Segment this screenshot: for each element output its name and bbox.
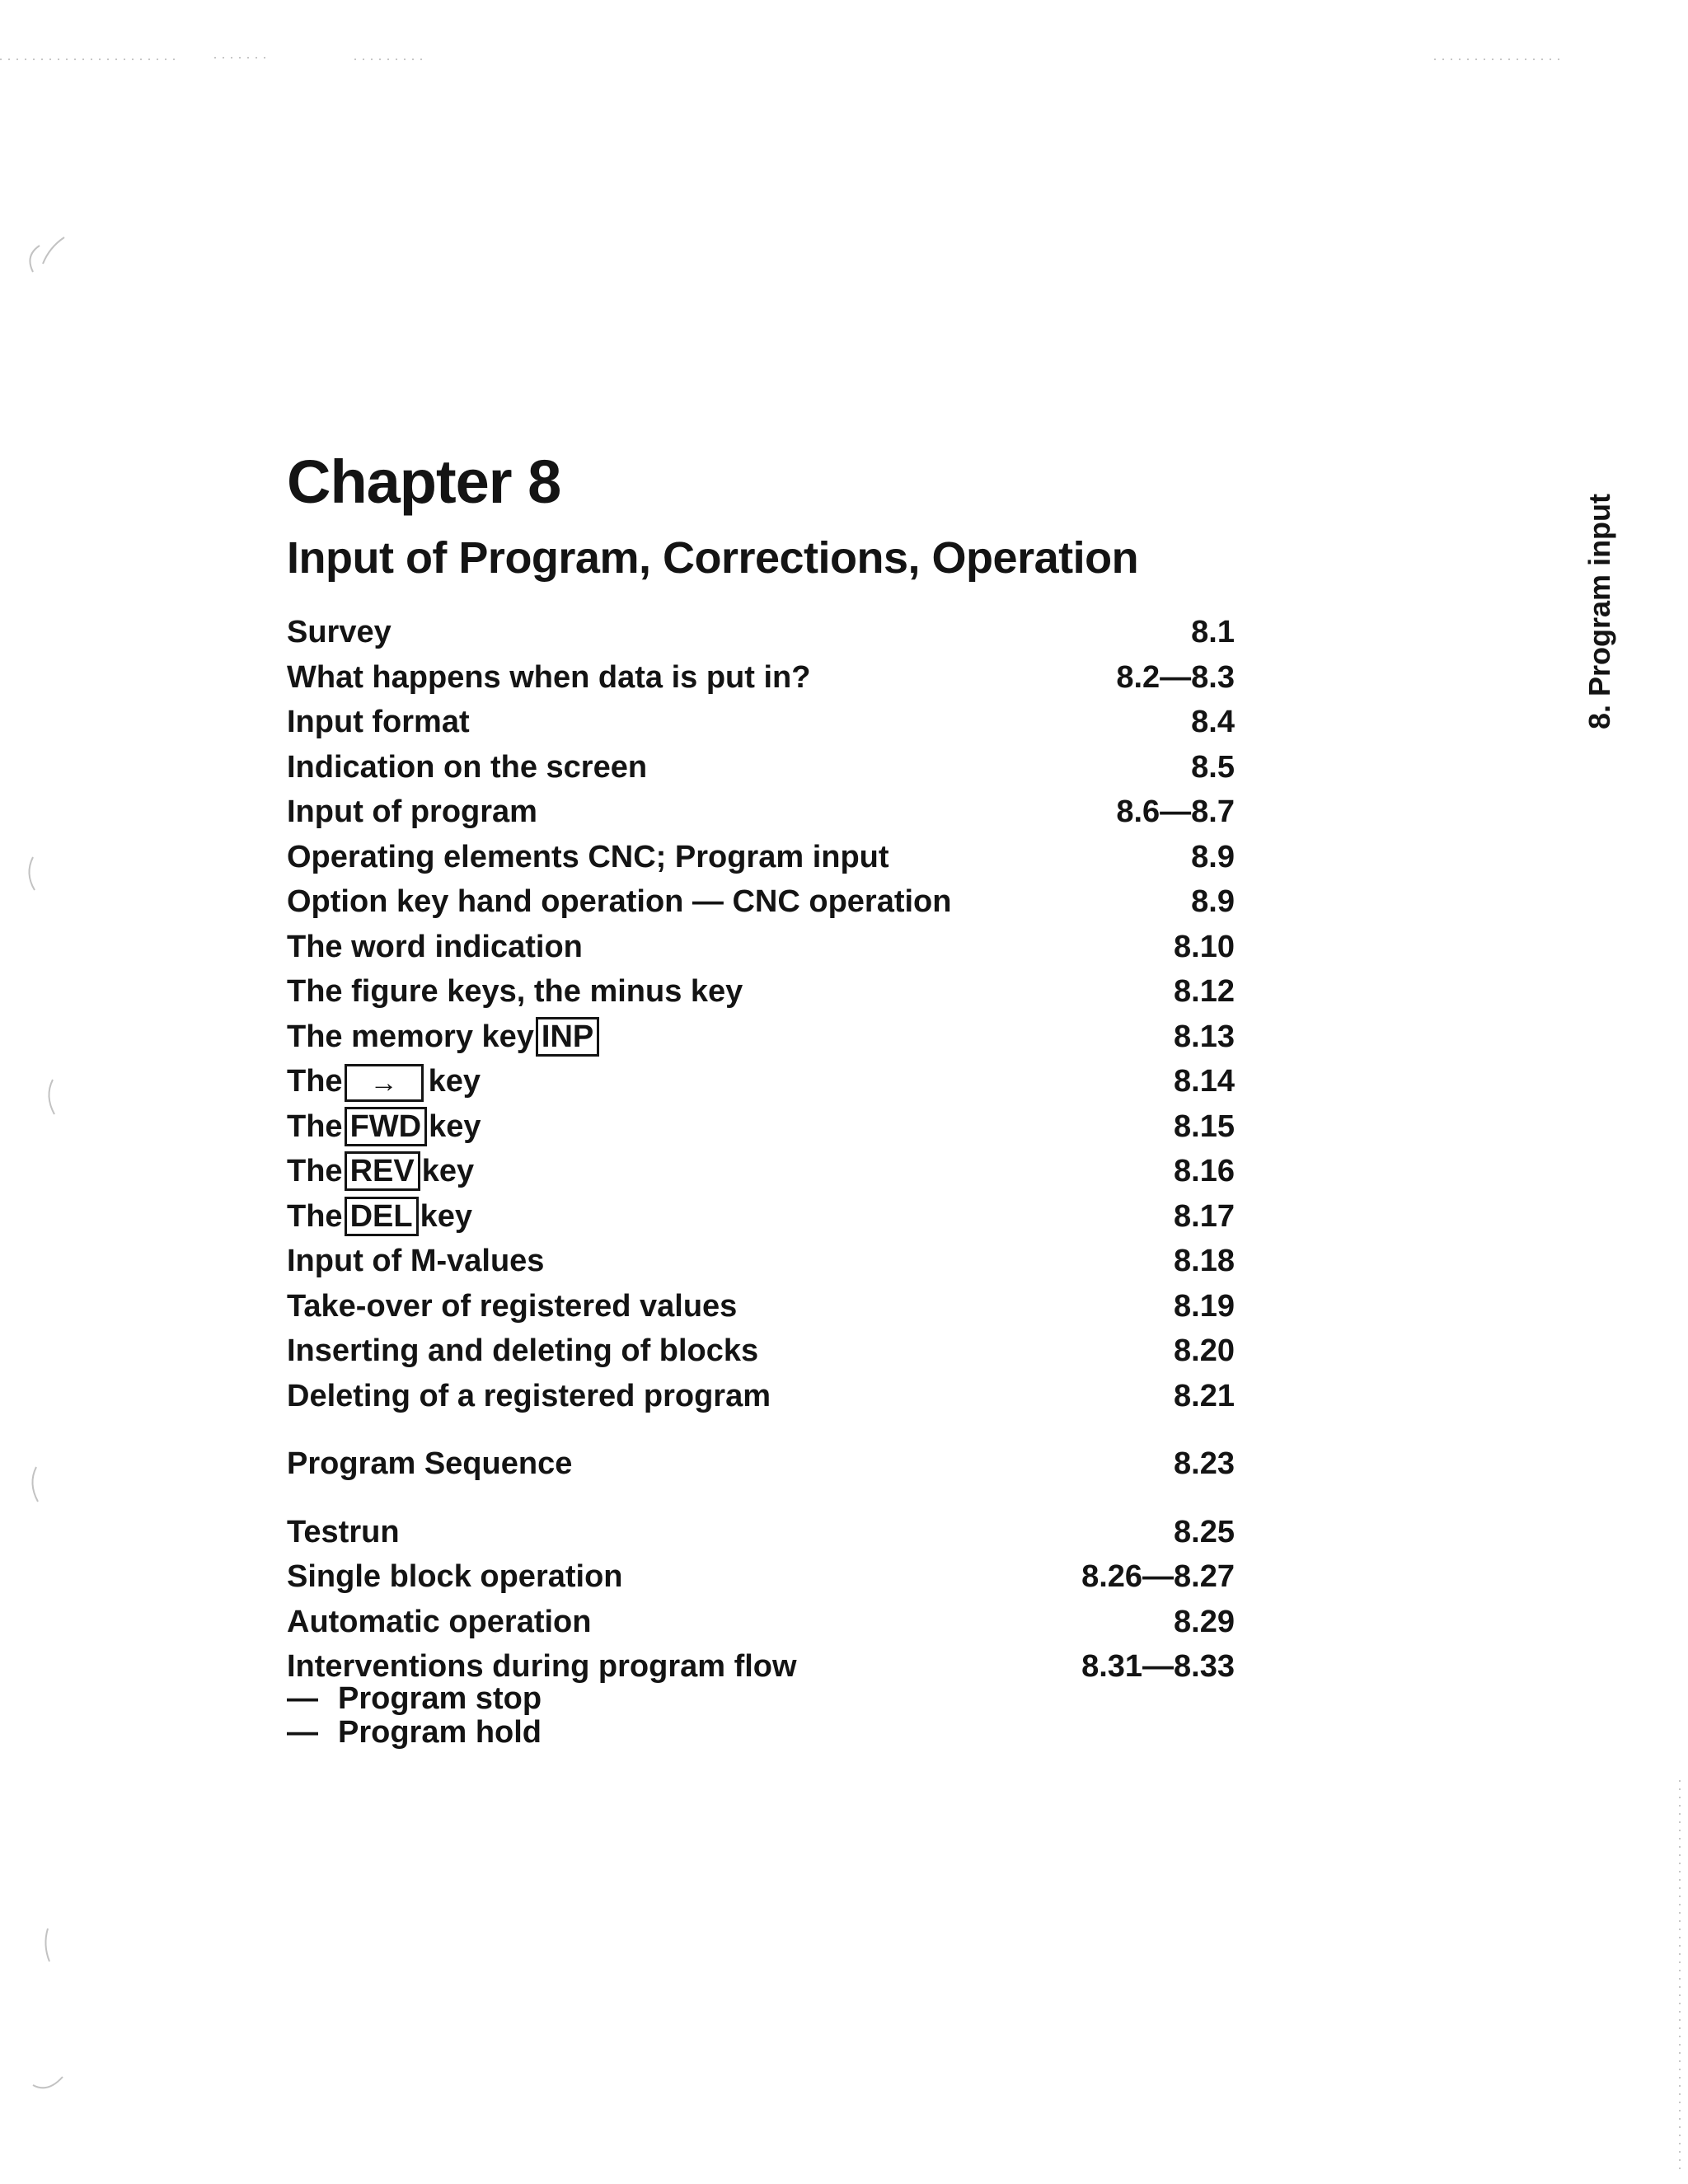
toc-entry-page: 8.25 <box>1174 1514 1235 1549</box>
toc-entry-page: 8.1 <box>1191 615 1235 649</box>
toc-entry-suffix: key <box>420 1198 472 1234</box>
toc-entry-text: The <box>287 1108 343 1144</box>
toc-entry <box>287 1510 1235 1554</box>
chapter-title: Chapter 8 <box>287 448 561 516</box>
toc-entry-title <box>287 1284 737 1329</box>
toc-entry-suffix: key <box>429 1108 481 1144</box>
sub-entry-dash: — <box>287 1681 318 1716</box>
toc-entry-title <box>287 1239 544 1283</box>
sub-entry-dash: — <box>287 1715 318 1750</box>
side-tab <box>1576 482 1625 729</box>
toc-entry-page: 8.23 <box>1174 1446 1235 1481</box>
toc-entry-text: What happens when data is put in? <box>287 659 811 695</box>
toc-entry-text: Interventions during program flow <box>287 1649 797 1684</box>
toc-entry-text: Input of program <box>287 794 537 829</box>
toc-entry <box>287 1239 1235 1283</box>
toc-entry-page: 8.2—8.3 <box>1116 659 1235 695</box>
toc-entry-text: Survey <box>287 615 392 649</box>
key-label: DEL <box>345 1197 419 1236</box>
toc-entry-text: The <box>287 1064 343 1099</box>
key-label: REV <box>345 1151 420 1191</box>
toc-entry-text: Inserting and deleting of blocks <box>287 1333 759 1368</box>
toc-entry <box>287 745 1235 790</box>
toc-entry <box>287 879 1235 924</box>
toc-sub-entry <box>287 1714 542 1750</box>
toc-entry-title <box>287 1059 481 1104</box>
toc-entry-text: The <box>287 1154 343 1188</box>
toc-entry-page: 8.19 <box>1174 1288 1235 1324</box>
toc-entry-text: Indication on the screen <box>287 749 648 785</box>
toc-entry-text: Option key hand operation — CNC operation <box>287 884 952 919</box>
chapter-subtitle: Input of Program, Corrections, Operation <box>287 533 1139 583</box>
sub-entry-text: Program hold <box>338 1715 542 1750</box>
toc-entry-page: 8.9 <box>1191 839 1235 874</box>
toc-entry-page: 8.13 <box>1174 1019 1235 1054</box>
toc-entry-text: Operating elements CNC; Program input <box>287 839 889 874</box>
toc-entry-title <box>287 1194 472 1239</box>
toc-entry-title <box>287 1329 758 1373</box>
arrow-key-icon: → <box>345 1064 424 1102</box>
toc-entry-page: 8.6—8.7 <box>1116 794 1235 829</box>
toc-entry-title <box>287 969 743 1014</box>
toc-entry-title <box>287 1554 623 1599</box>
toc-entry <box>287 1149 1235 1193</box>
toc-entry-page: 8.17 <box>1174 1198 1235 1234</box>
toc-entry-suffix: key <box>428 1064 481 1099</box>
toc-entry-text: Input of M-values <box>287 1244 545 1278</box>
toc-entry-text: Testrun <box>287 1514 400 1549</box>
toc-entry-text: The figure keys, the minus key <box>287 974 743 1009</box>
toc-entry-title <box>287 745 647 790</box>
toc-entry-title <box>287 655 810 700</box>
toc-entry-text: Program Sequence <box>287 1446 573 1481</box>
toc-entry-page: 8.14 <box>1174 1064 1235 1099</box>
toc-entry <box>287 1600 1235 1644</box>
toc-entry-text: Automatic operation <box>287 1604 592 1639</box>
toc-entry <box>287 925 1235 969</box>
toc-entry-title <box>287 1374 771 1418</box>
toc-entry-title <box>287 1441 572 1486</box>
toc-entry-page: 8.9 <box>1191 884 1235 919</box>
toc-entry-title <box>287 1600 591 1644</box>
toc-entry-text: The memory key <box>287 1019 534 1054</box>
toc-entry <box>287 1554 1235 1599</box>
toc-entry <box>287 1194 1235 1239</box>
toc-entry-page: 8.4 <box>1191 705 1235 739</box>
toc-entry-title <box>287 700 470 744</box>
toc-entry <box>287 655 1235 700</box>
toc-entry-title <box>287 1104 481 1149</box>
toc-entry <box>287 1441 1235 1486</box>
toc-sub-entry <box>287 1680 542 1717</box>
toc-entry-page: 8.18 <box>1174 1244 1235 1278</box>
toc-entry <box>287 1284 1235 1329</box>
toc-entry <box>287 610 1235 654</box>
toc-entry-page: 8.10 <box>1174 929 1235 964</box>
toc-entry-title <box>287 1015 601 1059</box>
toc-entry-title <box>287 610 392 654</box>
toc-entry-suffix: key <box>421 1154 475 1188</box>
toc-entry-title <box>287 1510 400 1554</box>
toc-entry-page: 8.15 <box>1174 1108 1235 1144</box>
toc-entry-text: Take-over of registered values <box>287 1288 738 1324</box>
toc-entry <box>287 1015 1235 1059</box>
toc-entry-title <box>287 790 537 834</box>
key-label: FWD <box>345 1107 428 1146</box>
toc-entry <box>287 1374 1235 1418</box>
toc-entry-page: 8.21 <box>1174 1378 1235 1413</box>
toc-entry-title <box>287 835 889 879</box>
toc-entry-page: 8.16 <box>1174 1154 1235 1188</box>
toc-entry-page: 8.5 <box>1191 749 1235 785</box>
toc-entry <box>287 835 1235 879</box>
toc-entry-page: 8.12 <box>1174 974 1235 1009</box>
toc-entry-title <box>287 879 951 924</box>
toc-entry-title <box>287 1149 474 1193</box>
sub-entry-text: Program stop <box>338 1681 542 1716</box>
toc-entry-page: 8.26—8.27 <box>1081 1559 1235 1594</box>
toc-entry-text: The <box>287 1198 343 1234</box>
toc-entry-page: 8.29 <box>1174 1604 1235 1639</box>
side-tab-label: 8. Program input <box>1582 493 1616 729</box>
toc-entry <box>287 700 1235 744</box>
toc-entry <box>287 1329 1235 1373</box>
toc-entry <box>287 969 1235 1014</box>
toc-entry-page: 8.20 <box>1174 1333 1235 1368</box>
toc-entry-text: Single block operation <box>287 1559 623 1594</box>
toc-entry-title <box>287 925 583 969</box>
toc-entry <box>287 1059 1235 1104</box>
toc-entry-text: Deleting of a registered program <box>287 1378 771 1413</box>
toc-entry <box>287 1104 1235 1149</box>
toc-entry-text: Input format <box>287 705 470 739</box>
toc-entry <box>287 790 1235 834</box>
key-label: INP <box>536 1017 599 1057</box>
toc-entry-text: The word indication <box>287 929 583 964</box>
toc-entry-page: 8.31—8.33 <box>1081 1649 1235 1684</box>
